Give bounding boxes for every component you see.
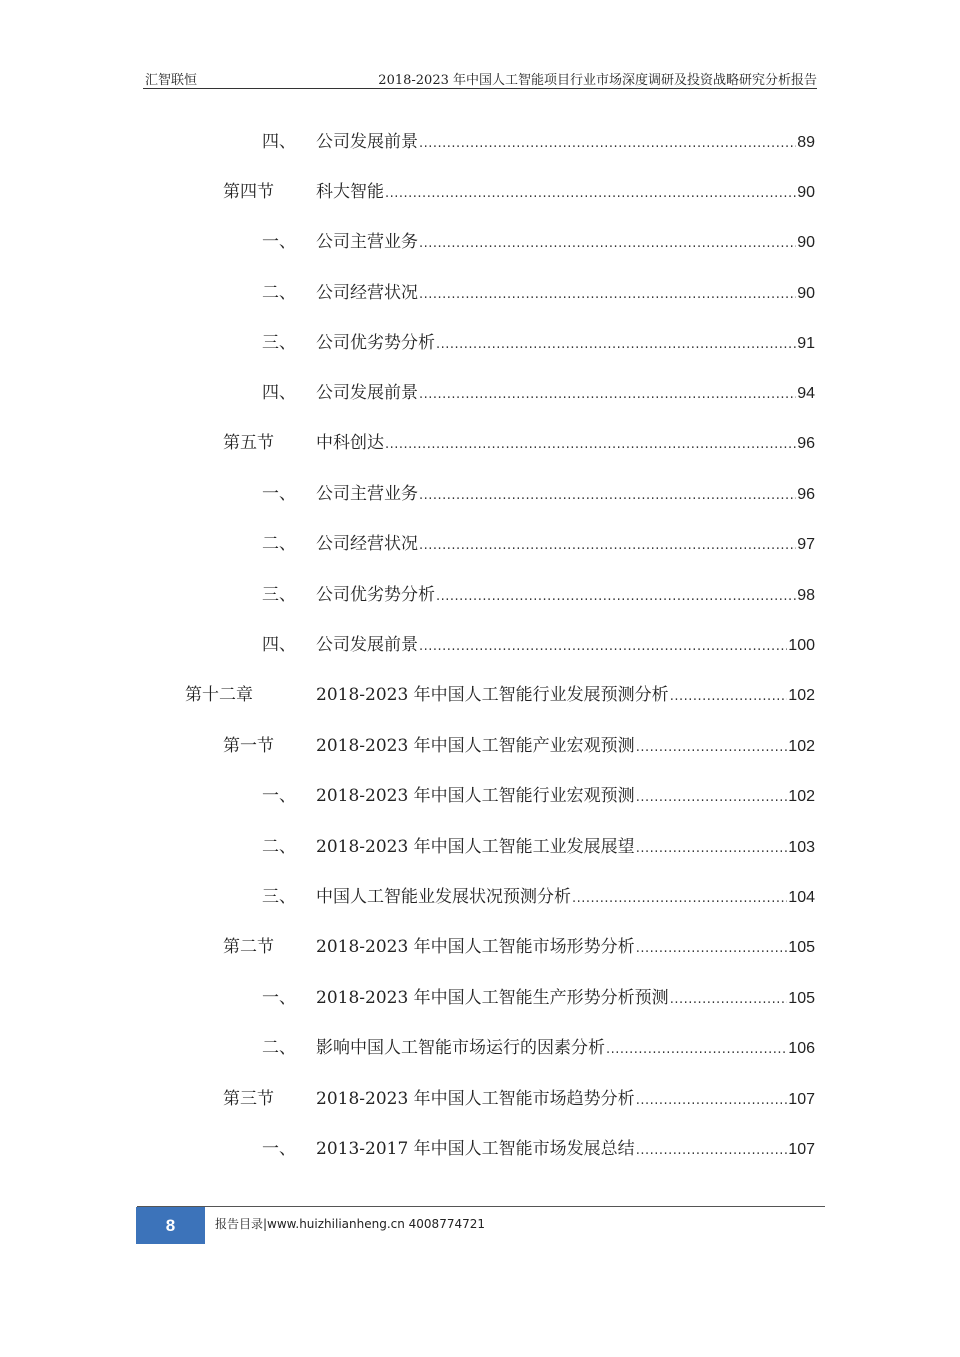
toc-label: 二、 xyxy=(262,534,296,554)
toc-entry[interactable] xyxy=(223,1086,815,1112)
toc-title: 2018-2023 年中国人工智能市场形势分析 xyxy=(316,937,635,957)
toc-title: 公司发展前景 xyxy=(316,383,418,403)
toc-label: 第十二章 xyxy=(185,685,253,705)
toc-entry[interactable] xyxy=(223,733,815,759)
toc-page: 98 xyxy=(797,587,815,604)
toc-page: 90 xyxy=(797,184,815,201)
toc-entry[interactable] xyxy=(262,531,815,557)
toc-page: 104 xyxy=(788,889,815,906)
toc-entry[interactable] xyxy=(262,834,815,860)
toc-leader xyxy=(419,231,796,257)
toc-page: 89 xyxy=(797,134,815,151)
toc-leader xyxy=(636,735,788,761)
toc-label: 第二节 xyxy=(223,937,274,957)
toc-page: 105 xyxy=(788,939,815,956)
toc-page: 102 xyxy=(788,687,815,704)
toc-label: 第一节 xyxy=(223,736,274,756)
toc-title: 2013-2017 年中国人工智能市场发展总结 xyxy=(316,1139,635,1159)
toc-title: 影响中国人工智能市场运行的因素分析 xyxy=(316,1038,605,1058)
toc-leader xyxy=(436,332,796,358)
toc-leader xyxy=(636,836,788,862)
toc-leader xyxy=(572,886,787,912)
toc-leader xyxy=(419,634,787,660)
toc-page: 106 xyxy=(788,1040,815,1057)
toc-leader xyxy=(419,282,796,308)
toc-title: 2018-2023 年中国人工智能市场趋势分析 xyxy=(316,1089,635,1109)
toc-leader xyxy=(419,131,796,157)
toc-leader xyxy=(636,785,788,811)
toc-entry[interactable] xyxy=(262,129,815,155)
toc-page: 107 xyxy=(788,1091,815,1108)
toc-page: 91 xyxy=(797,335,815,352)
toc-leader xyxy=(636,936,788,962)
toc-label: 四、 xyxy=(262,635,296,655)
toc-label: 四、 xyxy=(262,383,296,403)
toc-title: 公司优劣势分析 xyxy=(316,333,435,353)
toc-entry[interactable] xyxy=(262,783,815,809)
page-header xyxy=(143,66,817,89)
toc-title: 2018-2023 年中国人工智能工业发展展望 xyxy=(316,837,635,857)
toc-title: 2018-2023 年中国人工智能行业宏观预测 xyxy=(316,786,635,806)
toc-title: 公司发展前景 xyxy=(316,132,418,152)
toc-label: 一、 xyxy=(262,232,296,252)
toc-entry[interactable] xyxy=(262,1136,815,1162)
header-report-title: 2018-2023 年中国人工智能项目行业市场深度调研及投资战略研究分析报告 xyxy=(378,73,817,88)
toc-leader xyxy=(670,684,788,710)
toc-leader xyxy=(670,987,788,1013)
toc-label: 二、 xyxy=(262,837,296,857)
toc-leader xyxy=(385,432,796,458)
toc-title: 公司主营业务 xyxy=(316,484,418,504)
toc-label: 四、 xyxy=(262,132,296,152)
toc-entry[interactable] xyxy=(262,229,815,255)
toc-page: 97 xyxy=(797,536,815,553)
toc-page: 103 xyxy=(788,839,815,856)
toc-title: 公司主营业务 xyxy=(316,232,418,252)
toc-title: 2018-2023 年中国人工智能行业发展预测分析 xyxy=(316,685,669,705)
toc-page: 102 xyxy=(788,788,815,805)
toc-title: 2018-2023 年中国人工智能产业宏观预测 xyxy=(316,736,635,756)
toc-entry[interactable] xyxy=(262,280,815,306)
toc-leader xyxy=(419,382,796,408)
toc-entry[interactable] xyxy=(223,934,815,960)
toc-entry[interactable] xyxy=(223,430,815,456)
toc-entry[interactable] xyxy=(262,985,815,1011)
toc-label: 一、 xyxy=(262,1139,296,1159)
toc-leader xyxy=(385,181,796,207)
toc-label: 三、 xyxy=(262,333,296,353)
toc-title: 科大智能 xyxy=(316,182,384,202)
toc-title: 2018-2023 年中国人工智能生产形势分析预测 xyxy=(316,988,669,1008)
toc-leader xyxy=(636,1088,788,1114)
toc-page: 90 xyxy=(797,234,815,251)
header-company: 汇智联恒 xyxy=(145,73,198,88)
footer-text: 报告目录|www.huizhilianheng.cn 4008774721 xyxy=(215,1217,486,1231)
toc-entry[interactable] xyxy=(262,1035,815,1061)
toc-entry[interactable] xyxy=(185,682,815,708)
toc-leader xyxy=(606,1037,787,1063)
toc-entry[interactable] xyxy=(262,632,815,658)
toc-entry[interactable] xyxy=(262,380,815,406)
toc-page: 96 xyxy=(797,486,815,503)
toc-label: 一、 xyxy=(262,484,296,504)
toc-label: 第五节 xyxy=(223,433,274,453)
toc-entry[interactable] xyxy=(262,582,815,608)
toc-entry[interactable] xyxy=(262,884,815,910)
toc-page: 100 xyxy=(788,637,815,654)
toc-label: 二、 xyxy=(262,283,296,303)
toc-title: 公司发展前景 xyxy=(316,635,418,655)
toc-page: 102 xyxy=(788,738,815,755)
toc-title: 公司优劣势分析 xyxy=(316,585,435,605)
toc-title: 中科创达 xyxy=(316,433,384,453)
toc-page: 94 xyxy=(797,385,815,402)
toc-leader xyxy=(436,584,796,610)
toc-page: 90 xyxy=(797,285,815,302)
footer-page-number: 8 xyxy=(136,1207,205,1244)
toc-leader xyxy=(636,1138,788,1164)
toc-page: 107 xyxy=(788,1141,815,1158)
footer-divider xyxy=(137,1206,825,1207)
toc-label: 一、 xyxy=(262,786,296,806)
toc-label: 一、 xyxy=(262,988,296,1008)
toc-entry[interactable] xyxy=(262,330,815,356)
toc-label: 第三节 xyxy=(223,1089,274,1109)
toc-page: 96 xyxy=(797,435,815,452)
toc-title: 公司经营状况 xyxy=(316,534,418,554)
toc-entry[interactable] xyxy=(262,481,815,507)
toc-title: 公司经营状况 xyxy=(316,283,418,303)
toc-label: 二、 xyxy=(262,1038,296,1058)
toc-label: 三、 xyxy=(262,887,296,907)
toc-label: 三、 xyxy=(262,585,296,605)
toc-entry[interactable] xyxy=(223,179,815,205)
toc-title: 中国人工智能业发展状况预测分析 xyxy=(316,887,571,907)
toc-leader xyxy=(419,533,796,559)
toc-leader xyxy=(419,483,796,509)
toc-page: 105 xyxy=(788,990,815,1007)
toc-label: 第四节 xyxy=(223,182,274,202)
